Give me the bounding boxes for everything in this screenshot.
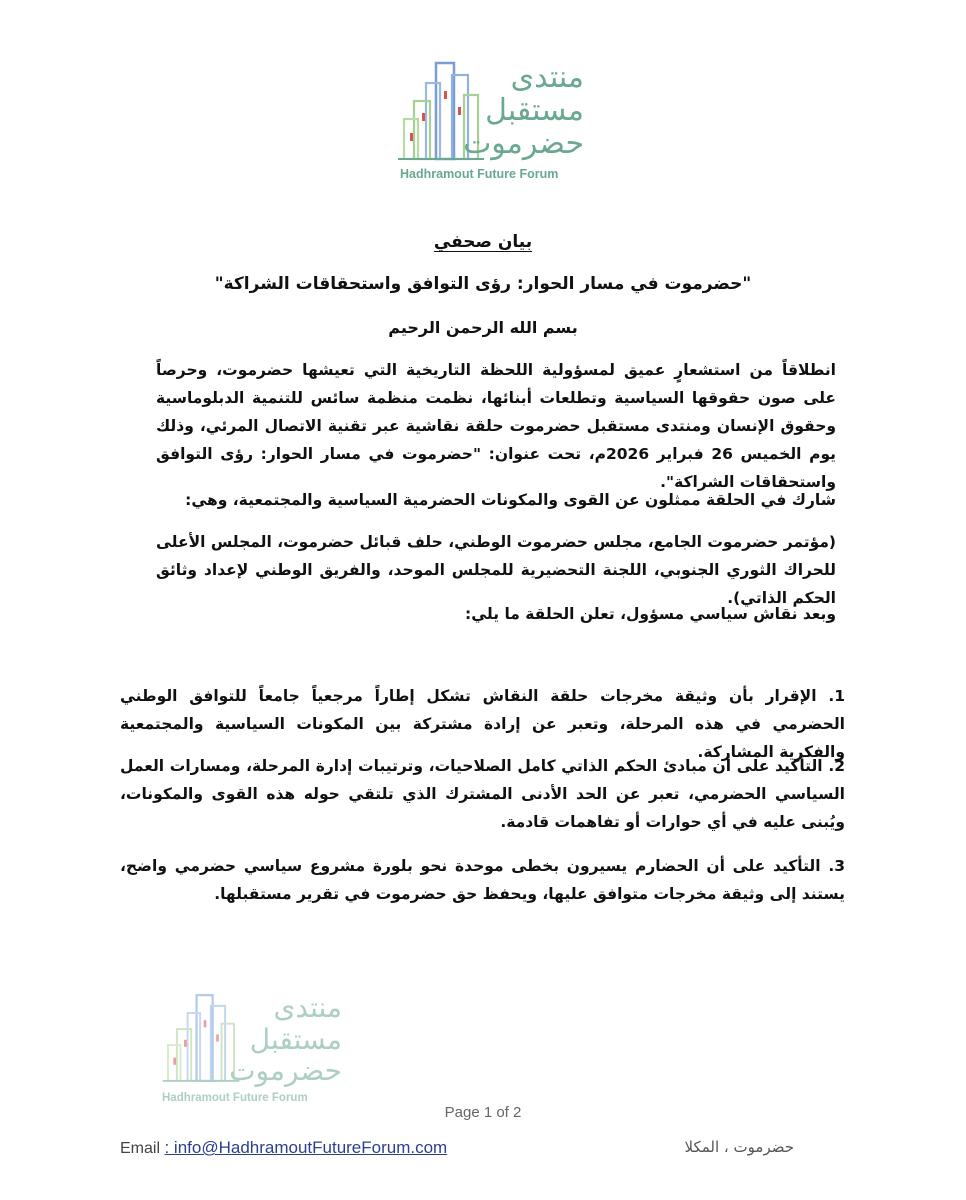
email-contact <box>120 1138 447 1158</box>
list-item <box>120 752 845 842</box>
participants-paragraph: شارك في الحلقة ممثلون عن القوى والمكونات الحضرمية السياسية والمجتمعية، وهي: <box>185 491 836 509</box>
list-item <box>120 682 845 761</box>
item-text: التأكيد على أن مبادئ الحكم الذاتي كامل الصلاحيات، وترتيبات إدارة المرحلة، ومسارات العمل السياسي الحضرمي، تعبر عن الحد الأدنى المشترك الذي تلتقي حوله هذه القوى والمكونات، ويُبنى عليه في أي حوارات أو تفاهمات قادمة. <box>120 757 845 831</box>
item-text: التأكيد على أن الحضارم يسيرون بخطى موحدة نحو بلورة مشروع سياسي حضرمي واضح، يستند إلى وثيقة مخرجات متوافق عليها، ويحفظ حق حضرموت في تقرير مستقبلها. <box>120 857 845 903</box>
announcement-paragraph: وبعد نقاش سياسي مسؤول، تعلن الحلقة ما يلي: <box>465 605 836 623</box>
item-number: 2. <box>828 757 845 775</box>
logo-text-line2: مستقبل <box>249 1023 342 1056</box>
item-number: 1. <box>828 687 845 705</box>
forum-logo <box>388 55 584 190</box>
item-number: 3. <box>828 857 845 875</box>
basmala: بسم الله الرحمن الرحيم <box>388 318 578 337</box>
page-number: Page 1 of 2 <box>444 1104 522 1121</box>
location-text: حضرموت ، المكلا <box>684 1138 794 1156</box>
forum-logo-footer <box>152 988 342 1106</box>
item-text: الإقرار بأن وثيقة مخرجات حلقة النقاش تشكل إطاراً مرجعياً جامعاً للتوافق الوطني الحضرمي في هذه المرحلة، وتعبر عن إرادة مشتركة بين المكونات السياسية والمجتمعية والفكرية المشاركة. <box>120 687 845 761</box>
logo-english-name: Hadhramout Future Forum <box>162 1092 308 1104</box>
document-title: بيان صحفي <box>433 232 533 252</box>
logo-text-line3: حضرموت <box>229 1054 342 1087</box>
list-item <box>120 852 845 912</box>
logo-text-line2: مستقبل <box>485 93 584 128</box>
logo-english-name: Hadhramout Future Forum <box>400 167 559 181</box>
document-subtitle: "حضرموت في مسار الحوار: رؤى التوافق واستحقاقات الشراكة" <box>214 274 752 294</box>
email-link[interactable]: : info@HadhramoutFutureForum.com <box>164 1138 448 1157</box>
logo-text-line1: منتدى <box>510 60 584 95</box>
logo-text-line1: منتدى <box>273 991 342 1024</box>
logo-text-line3: حضرموت <box>463 126 584 161</box>
intro-paragraph: انطلاقاً من استشعارٍ عميق لمسؤولية اللحظة التاريخية التي تعيشها حضرموت، وحرصاً على صون حقوقها السياسية وتطلعات أبنائها، نظمت منظمة سائس للتنمية الدبلوماسية وحقوق الإنسان ومنتدى مستقبل حضرموت حلقة نقاشية عبر تقنية الاتصال المرئي، وذلك يوم الخميس 26 فبراير 2026م، تحت عنوان: "حضرموت في مسار الحوار: رؤى التوافق واستحقاقات الشراكة". <box>156 361 837 491</box>
email-label: Email <box>120 1140 161 1157</box>
participants-list: (مؤتمر حضرموت الجامع، مجلس حضرموت الوطني، حلف قبائل حضرموت، المجلس الأعلى للحراك الثوري الجنوبي، اللجنة التحضيرية للمجلس الموحد، والفريق الوطني لإعداد وثائق الحكم الذاتي). <box>156 533 836 607</box>
